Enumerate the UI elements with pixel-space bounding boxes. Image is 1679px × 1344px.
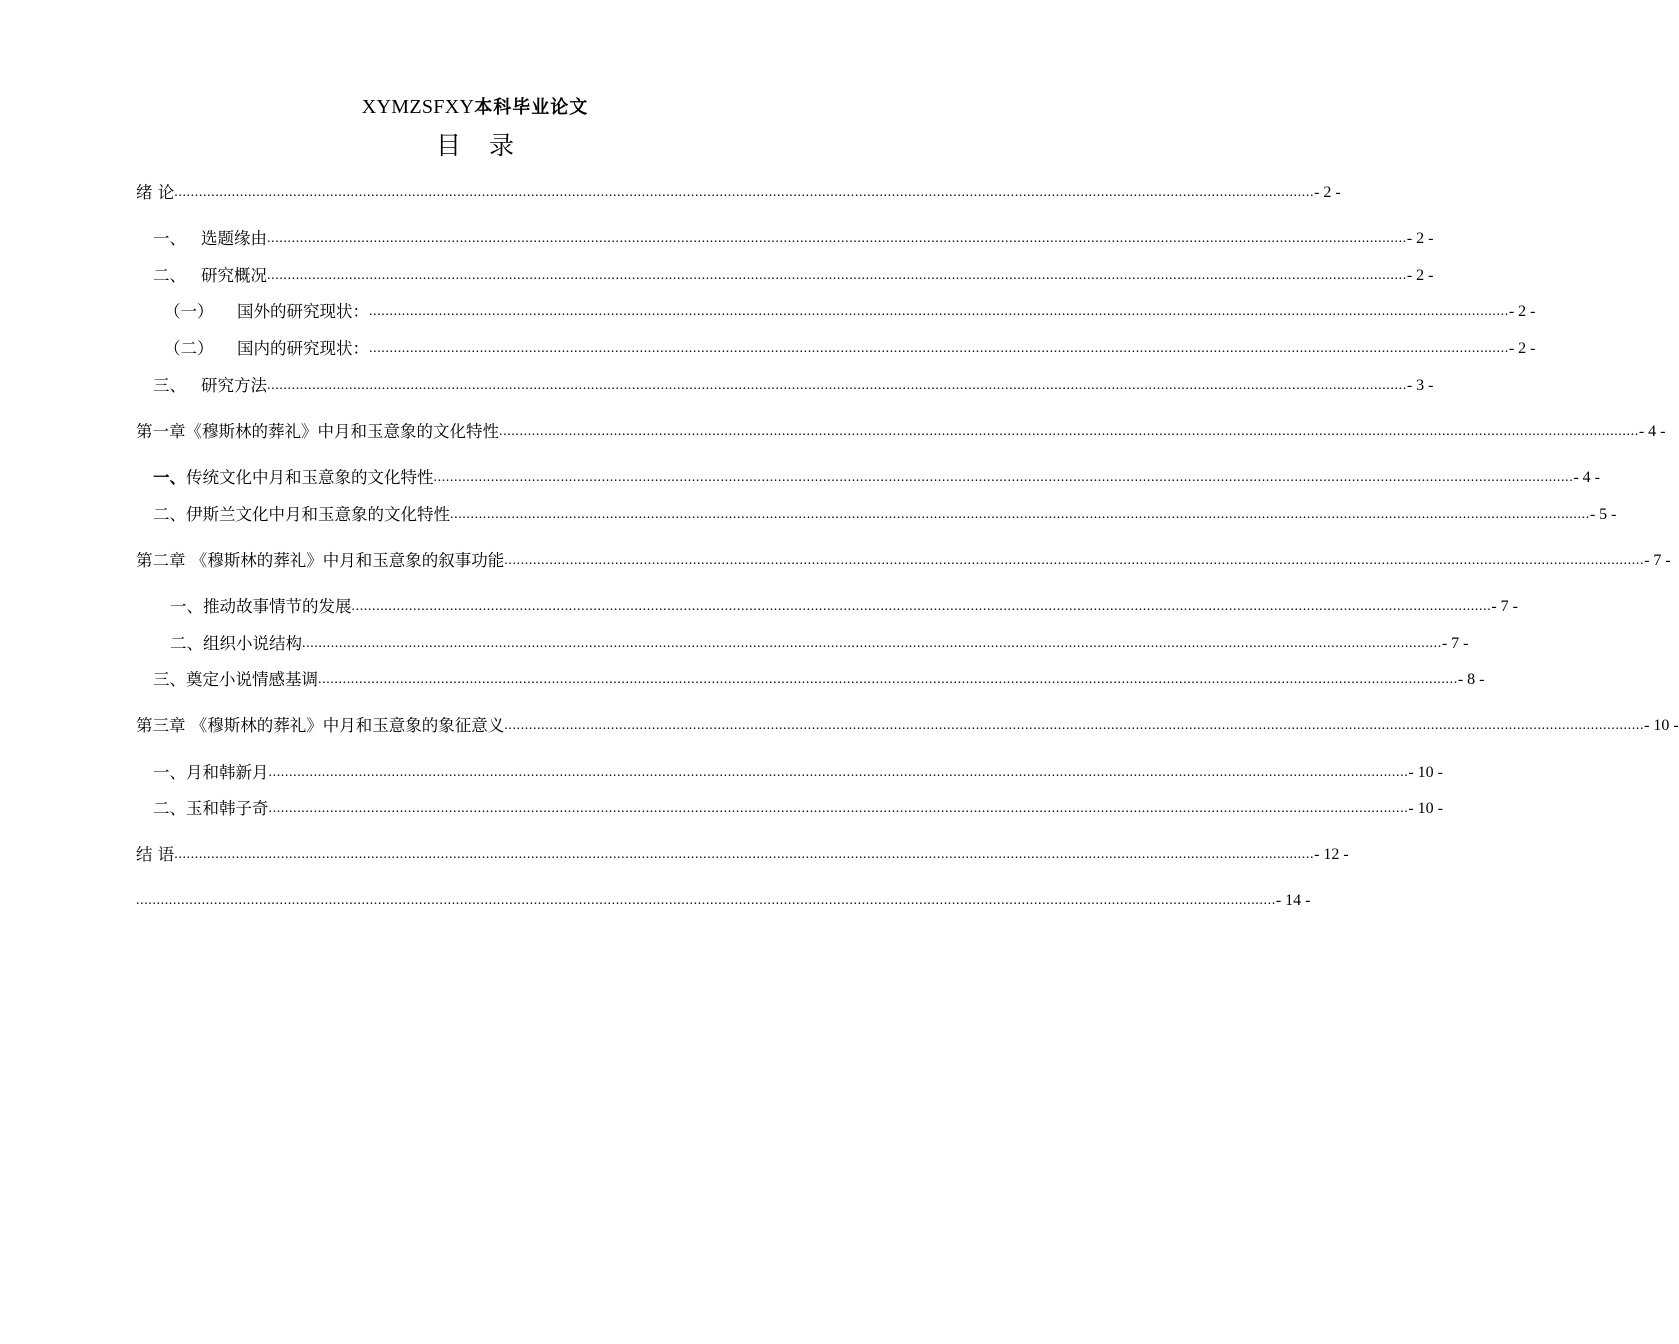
toc-page-number: - 7 - (1491, 598, 1518, 615)
toc-page-number: - 14 - (1275, 892, 1311, 909)
toc-entry-number: 三、 (153, 376, 186, 395)
toc-page-number: - 4 - (1638, 423, 1666, 440)
toc-entry-text: 第一章《穆斯林的葬礼》中月和玉意象的文化特性 (136, 422, 499, 441)
toc-entry-text: 结 语 (136, 845, 175, 864)
toc-leader: ...................................................................................................................................................................................................................................................................................... (369, 341, 1509, 356)
toc-page-number: - 2 - (1508, 340, 1536, 357)
toc-entry-text: 研究概况 (201, 266, 267, 285)
toc-page-number: - 10 - (1644, 717, 1679, 734)
toc-leader: ...................................................................................................................................................................................................................................................................................... (318, 672, 1458, 687)
toc-leader: ...................................................................................................................................................................................................................................................................................... (174, 185, 1315, 200)
toc-entry-foreign-research[interactable] (136, 299, 1536, 323)
toc-entry-text: 国外的研究现状： (237, 302, 369, 321)
toc-page-number: - 2 - (1406, 230, 1434, 247)
toc-page-number: - 5 - (1589, 506, 1617, 523)
toc-entry-chapter-1-section-2[interactable] (136, 502, 1617, 526)
toc-entry-text: 二、组织小说结构 (170, 634, 302, 653)
toc-entry-chapter-1[interactable] (136, 419, 1666, 443)
toc-entry-text: 绪 论 (136, 183, 175, 202)
toc-entry-number: 一、 (153, 229, 186, 248)
toc-leader: ...................................................................................................................................................................................................................................................................................... (267, 378, 1407, 393)
toc-entry-chapter-2[interactable] (136, 548, 1671, 572)
toc-entry-number: （一） (164, 302, 214, 321)
toc-page-number: - 8 - (1457, 671, 1485, 688)
toc-entry-text: 研究方法 (201, 376, 267, 395)
toc-entry-chapter-3-section-2[interactable] (136, 796, 1443, 820)
toc-entry-text: 国内的研究现状： (237, 339, 369, 358)
toc-leader: ...................................................................................................................................................................................................................................................................................... (174, 847, 1315, 862)
toc-page-number: - 10 - (1408, 800, 1443, 817)
toc-leader: ...................................................................................................................................................................................................................................................................................... (504, 718, 1645, 733)
toc-entry-untitled[interactable] (136, 888, 1311, 912)
document-header (0, 94, 950, 121)
toc-entry-chapter-3[interactable] (136, 713, 1679, 737)
toc-entry-domestic-research[interactable] (136, 336, 1536, 360)
toc-entry-text: 二、伊斯兰文化中月和玉意象的文化特性 (153, 505, 450, 524)
toc-leader: ...................................................................................................................................................................................................................................................................................... (450, 507, 1590, 522)
toc-entry-text: 二、玉和韩子奇 (153, 799, 269, 818)
toc-entry-chapter-2-section-3[interactable] (136, 667, 1485, 691)
toc-leader: ...................................................................................................................................................................................................................................................................................... (267, 268, 1407, 283)
toc-entry-text: 第二章 《穆斯林的葬礼》中月和玉意象的叙事功能 (136, 551, 505, 570)
toc-entry-number: 一、 (153, 468, 186, 487)
toc-entry-chapter-1-section-1[interactable] (136, 465, 1600, 489)
toc-page-number: - 2 - (1406, 267, 1434, 284)
toc-leader: ...................................................................................................................................................................................................................................................................................... (302, 636, 1442, 651)
toc-page-number: - 4 - (1573, 469, 1600, 486)
header-cjk: 本科毕业论文 (474, 97, 589, 118)
toc-leader: ...................................................................................................................................................................................................................................................................................... (369, 304, 1509, 319)
toc-entry-number: 二、 (153, 266, 186, 285)
toc-entry-text: 第三章 《穆斯林的葬礼》中月和玉意象的象征意义 (136, 716, 505, 735)
toc-leader: ...................................................................................................................................................................................................................................................................................... (351, 599, 1492, 614)
toc-entry-chapter-2-section-2[interactable] (136, 631, 1469, 655)
toc-entry-research-methods[interactable] (136, 373, 1434, 397)
toc-leader: ...................................................................................................................................................................................................................................................................................... (268, 765, 1409, 780)
toc-entry-introduction[interactable] (136, 180, 1341, 204)
toc-leader: ...................................................................................................................................................................................................................................................................................... (267, 231, 1407, 246)
toc-entry-number: （二） (164, 339, 214, 358)
toc-entry-conclusion[interactable] (136, 842, 1349, 866)
toc-leader: ...................................................................................................................................................................................................................................................................................... (499, 424, 1639, 439)
toc-page-number: - 12 - (1314, 846, 1349, 863)
toc-page-number: - 2 - (1314, 184, 1341, 201)
toc-leader: ...................................................................................................................................................................................................................................................................................... (504, 553, 1645, 568)
toc-entry-chapter-2-section-1[interactable] (136, 594, 1518, 618)
toc-leader: ...................................................................................................................................................................................................................................................................................... (268, 801, 1409, 816)
page-title: 目 录 (436, 131, 524, 160)
header-latin: XYMZSFXY (361, 96, 475, 118)
toc-entry-text: 三、奠定小说情感基调 (153, 670, 318, 689)
toc-entry-chapter-3-section-1[interactable] (136, 760, 1443, 784)
toc-page-number: - 3 - (1406, 377, 1434, 394)
toc-page-number: - 10 - (1408, 764, 1443, 781)
toc-page-number: - 7 - (1441, 635, 1469, 652)
toc-page-number: - 7 - (1644, 552, 1671, 569)
toc-entry-text: 一、推动故事情节的发展 (170, 597, 352, 616)
toc-entry-text: 选题缘由 (201, 229, 267, 248)
toc-entry-research-overview[interactable] (136, 263, 1434, 287)
toc-entry-text: 传统文化中月和玉意象的文化特性 (186, 468, 434, 487)
toc-entry-text: 一、月和韩新月 (153, 763, 269, 782)
toc-leader: ...................................................................................................................................................................................................................................................................................... (433, 470, 1574, 485)
toc-page-number: - 2 - (1508, 303, 1536, 320)
toc-entry-topic-origin[interactable] (136, 226, 1434, 250)
toc-leader: ...................................................................................................................................................................................................................................................................................... (136, 893, 1276, 908)
